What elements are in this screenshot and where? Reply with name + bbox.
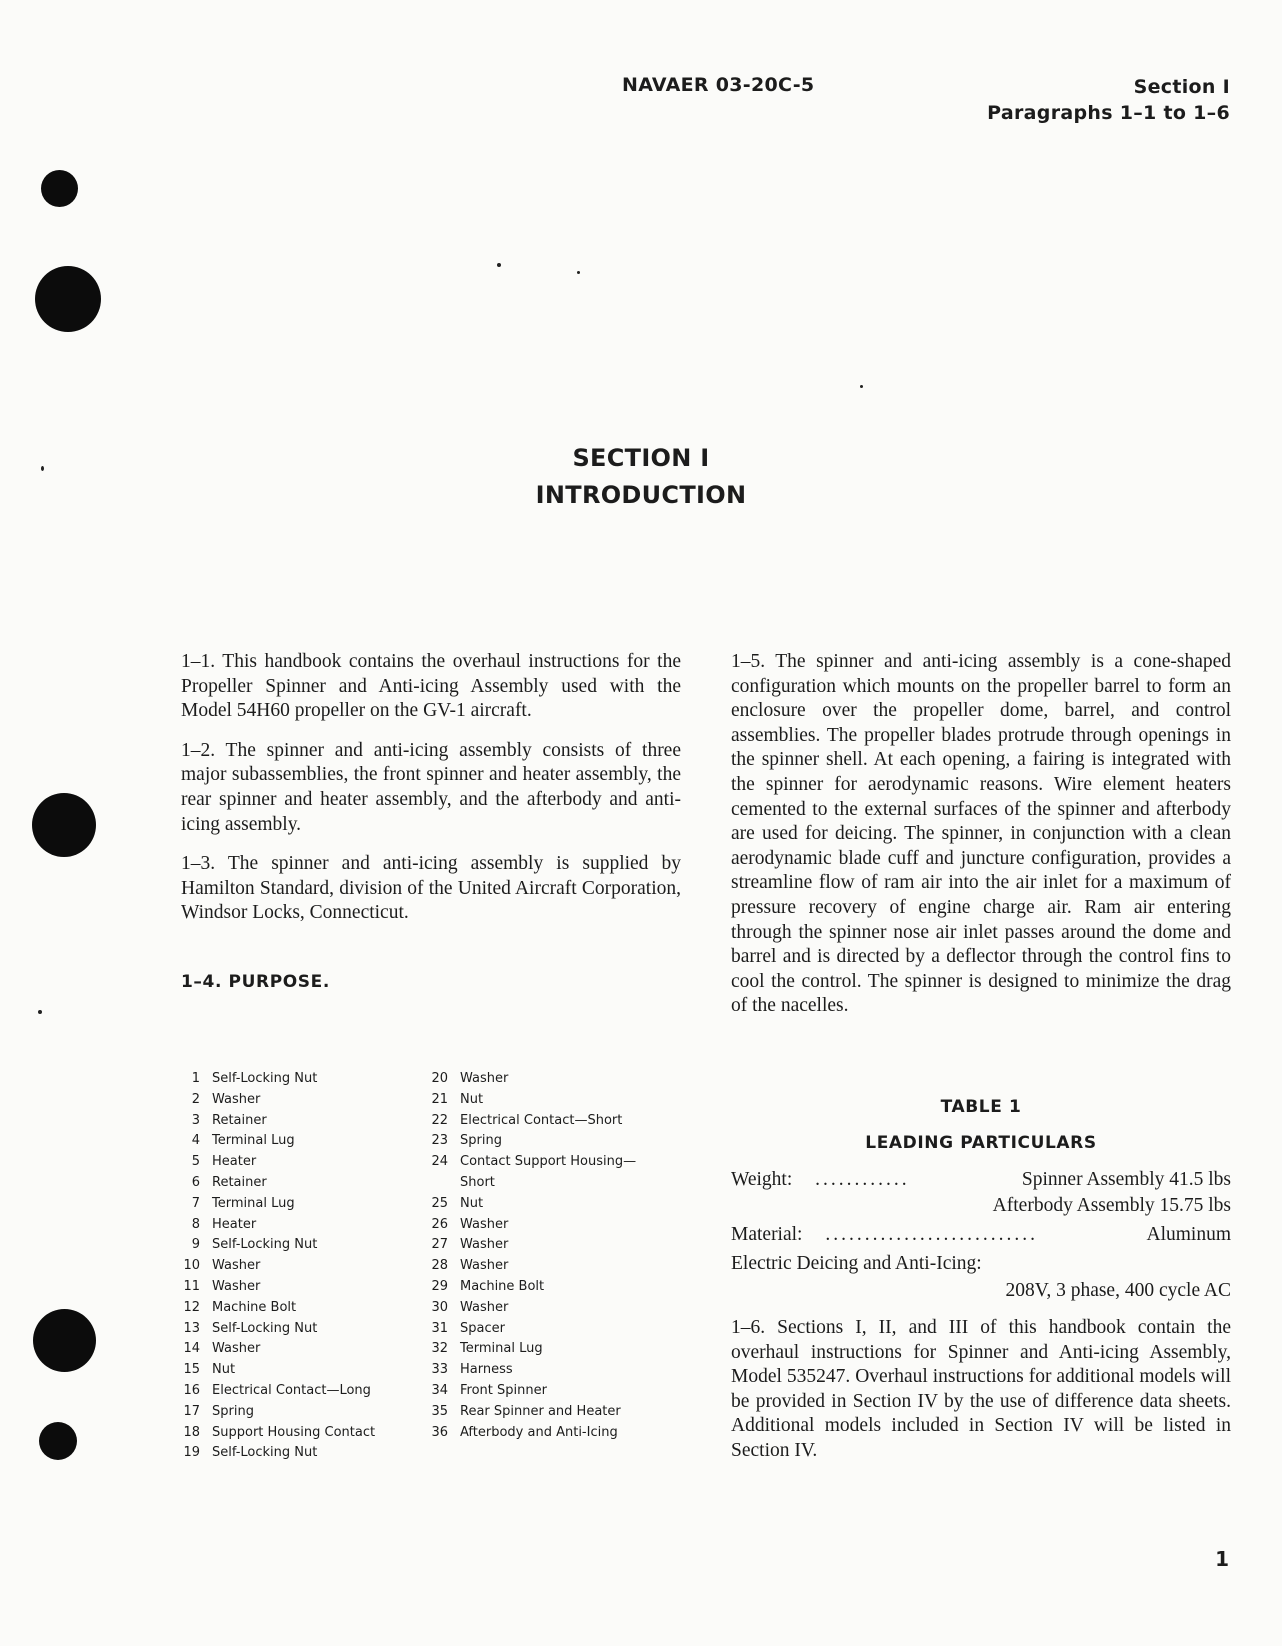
legend-item-number: 26 (431, 1216, 448, 1232)
legend-item (420, 1235, 660, 1256)
legend-item-number: 11 (183, 1278, 200, 1294)
legend-item-number: 33 (431, 1362, 448, 1378)
legend-item-number: 36 (431, 1424, 448, 1440)
section-subheading: INTRODUCTION (535, 481, 747, 509)
legend-item-label: Nut (460, 1195, 484, 1211)
legend-item (172, 1319, 402, 1340)
section-reference (987, 74, 1230, 126)
section-heading: SECTION I (572, 444, 710, 472)
legend-item (172, 1235, 402, 1256)
legend-item-label: Afterbody and Anti-Icing (460, 1424, 618, 1440)
purpose-heading: 1–4. PURPOSE. (181, 972, 330, 992)
legend-item-label: Machine Bolt (460, 1278, 545, 1294)
legend-item-number: 34 (431, 1382, 448, 1398)
legend-item-number (420, 1173, 448, 1194)
legend-item-label: Self-Locking Nut (212, 1237, 318, 1253)
legend-item (172, 1069, 402, 1090)
legend-item (420, 1069, 660, 1090)
legend-item-number: 35 (431, 1403, 448, 1419)
legend-item-label: Harness (460, 1362, 513, 1378)
paragraph-1-3: 1–3. The spinner and anti-icing assembly is supplied by Hamilton Standard, division of the United Aircraft Corporation, Windsor Locks, Connecticut. (181, 853, 681, 924)
legend-item-label: Short (460, 1174, 495, 1190)
weight-spinner-value: Spinner Assembly 41.5 lbs (1021, 1169, 1231, 1190)
legend-item-number: 6 (191, 1174, 200, 1190)
legend-item-number: 27 (431, 1237, 448, 1253)
legend-item-number: 28 (431, 1258, 448, 1274)
legend-item-label: Contact Support Housing— (460, 1154, 637, 1170)
left-column (181, 650, 681, 941)
parts-legend-column-1 (172, 1069, 402, 1464)
legend-item (420, 1090, 660, 1111)
legend-item-label: Washer (460, 1216, 509, 1232)
parts-legend-column-2 (420, 1069, 660, 1443)
legend-item-number: 7 (191, 1195, 200, 1211)
legend-item-label: Nut (460, 1091, 484, 1107)
legend-item (420, 1173, 660, 1194)
legend-item-number: 12 (183, 1299, 200, 1315)
legend-item (172, 1339, 402, 1360)
legend-item (420, 1152, 660, 1173)
legend-item-label: Washer (212, 1341, 261, 1357)
legend-item-number: 15 (183, 1362, 200, 1378)
legend-item-number: 4 (191, 1133, 200, 1149)
legend-item-number: 2 (191, 1091, 200, 1107)
legend-item-label: Electrical Contact—Long (212, 1382, 371, 1398)
legend-item (172, 1152, 402, 1173)
paragraph-range: Paragraphs 1–1 to 1–6 (987, 102, 1230, 124)
legend-item (172, 1090, 402, 1111)
table-subtitle: LEADING PARTICULARS (865, 1133, 1097, 1153)
legend-item-label: Washer (212, 1091, 261, 1107)
legend-item-label: Self-Locking Nut (212, 1320, 318, 1336)
legend-item-number: 1 (191, 1071, 200, 1086)
legend-item-number: 32 (431, 1341, 448, 1357)
legend-item-label: Washer (460, 1258, 509, 1274)
legend-item (172, 1256, 402, 1277)
legend-item-label: Washer (460, 1299, 509, 1315)
weight-afterbody-value: Afterbody Assembly 15.75 lbs (992, 1195, 1231, 1216)
legend-item (172, 1381, 402, 1402)
scan-speck (38, 1010, 42, 1014)
legend-item-label: Rear Spinner and Heater (460, 1403, 621, 1419)
legend-item-label: Retainer (212, 1112, 267, 1128)
legend-item-number: 29 (431, 1278, 448, 1294)
legend-item (420, 1319, 660, 1340)
legend-item (172, 1423, 402, 1444)
legend-item-label: Washer (460, 1237, 509, 1253)
legend-item-number: 23 (431, 1133, 448, 1149)
legend-item (420, 1402, 660, 1423)
legend-item-label: Nut (212, 1362, 236, 1378)
binder-hole (41, 170, 78, 207)
binder-hole (32, 793, 96, 857)
legend-item (420, 1339, 660, 1360)
legend-item-number: 9 (191, 1237, 200, 1253)
legend-item-number: 5 (191, 1154, 200, 1170)
legend-item (172, 1215, 402, 1236)
legend-item (172, 1443, 402, 1464)
legend-item-label: Terminal Lug (460, 1341, 543, 1357)
scan-speck (497, 263, 501, 267)
legend-item (420, 1111, 660, 1132)
legend-item (420, 1194, 660, 1215)
table-title: TABLE 1 (940, 1097, 1022, 1117)
legend-item-label: Support Housing Contact (212, 1424, 376, 1440)
legend-item-label: Washer (460, 1071, 509, 1086)
legend-item (420, 1131, 660, 1152)
legend-item-number: 13 (183, 1320, 200, 1336)
legend-item-label: Self-Locking Nut (212, 1071, 318, 1086)
material-value: Aluminum (1146, 1224, 1231, 1245)
legend-item-number: 20 (431, 1071, 448, 1086)
legend-item (172, 1111, 402, 1132)
legend-item (172, 1194, 402, 1215)
material-label: Material: ........................... (731, 1224, 1038, 1245)
legend-item-label: Machine Bolt (212, 1299, 297, 1315)
paragraph-1-1: 1–1. This handbook contains the overhaul instructions for the Propeller Spinner and Anti-icing Assembly used with the Model 54H60 propeller on the GV-1 aircraft. (181, 651, 681, 722)
legend-item-label: Spring (212, 1403, 254, 1419)
legend-item (420, 1215, 660, 1236)
legend-item-number: 8 (191, 1216, 200, 1232)
legend-item-number: 14 (183, 1341, 200, 1357)
electric-value: 208V, 3 phase, 400 cycle AC (1005, 1280, 1231, 1301)
legend-item (420, 1277, 660, 1298)
legend-item-number: 17 (183, 1403, 200, 1419)
weight-label: Weight: ............ (731, 1169, 910, 1190)
legend-item (172, 1277, 402, 1298)
legend-item (172, 1173, 402, 1194)
scan-speck (860, 385, 863, 388)
legend-item-label: Terminal Lug (212, 1195, 295, 1211)
legend-item-label: Front Spinner (460, 1382, 547, 1398)
legend-item (420, 1360, 660, 1381)
binder-hole (39, 1422, 77, 1460)
legend-item (420, 1298, 660, 1319)
legend-item-number: 22 (431, 1112, 448, 1128)
right-column-lower (731, 1316, 1231, 1479)
legend-item-number: 25 (431, 1195, 448, 1211)
paragraph-1-2: 1–2. The spinner and anti-icing assembly consists of three major subassemblies, the front spinner and heater assembly, the rear spinner and heater assembly, and the afterbody and anti-icing assembly. (181, 739, 681, 835)
right-column (731, 650, 1231, 1034)
legend-item-label: Terminal Lug (212, 1133, 295, 1149)
electric-label: Electric Deicing and Anti-Icing: (731, 1253, 982, 1274)
legend-item-label: Self-Locking Nut (212, 1445, 318, 1461)
document-number: NAVAER 03-20C-5 (622, 74, 815, 96)
page-number: 1 (1215, 1547, 1229, 1571)
legend-item-number: 18 (183, 1424, 200, 1440)
legend-item-label: Heater (212, 1216, 257, 1232)
binder-hole (33, 1309, 96, 1372)
legend-item-label: Spring (460, 1133, 502, 1149)
section-label: Section I (1133, 76, 1230, 98)
legend-item-number: 24 (431, 1154, 448, 1170)
legend-item (420, 1381, 660, 1402)
legend-item-number: 10 (183, 1258, 200, 1274)
legend-item-number: 21 (431, 1091, 448, 1107)
legend-item-label: Washer (212, 1278, 261, 1294)
legend-item (172, 1131, 402, 1152)
legend-item (172, 1360, 402, 1381)
legend-item-label: Spacer (460, 1320, 505, 1336)
legend-item-label: Washer (212, 1258, 261, 1274)
legend-item-label: Retainer (212, 1174, 267, 1190)
legend-item-label: Electrical Contact—Short (460, 1112, 623, 1128)
binder-hole (35, 266, 101, 332)
legend-item-number: 19 (183, 1445, 200, 1461)
legend-item (172, 1298, 402, 1319)
legend-item-label: Heater (212, 1154, 257, 1170)
legend-item-number: 31 (431, 1320, 448, 1336)
legend-item (172, 1402, 402, 1423)
paragraph-1-5: 1–5. The spinner and anti-icing assembly is a cone-shaped configuration which mounts on the propeller barrel to form an enclosure over the propeller dome, barrel, and control assemblies. The propeller blades protrude through openings in the spinner shell. At each opening, a fairing is integrated with the spinner for aerodynamic reasons. Wire element heaters cemented to the external surfaces of the spinner and afterbody are used for deicing. The spinner, in conjunction with a clean aerodynamic blade cuff and juncture configuration, provides a streamline flow of ram air into the air inlet for a maximum of pressure recovery of engine charge air. Ram air entering through the spinner nose air inlet passes around the dome and barrel and is directed by a deflector through the control fins to cool the control. The spinner is designed to minimize the drag of the nacelles. (731, 651, 1231, 1017)
scan-speck (577, 271, 580, 274)
legend-item (420, 1256, 660, 1277)
legend-item (420, 1423, 660, 1444)
legend-item-number: 3 (191, 1112, 200, 1128)
legend-item-number: 16 (183, 1382, 200, 1398)
legend-item-number: 30 (431, 1299, 448, 1315)
paragraph-1-6: 1–6. Sections I, II, and III of this handbook contain the overhaul instructions for Spinner and Anti-icing Assembly, Model 535247. Overhaul instructions for additional models will be provided in Section IV by the use of difference data sheets. Additional models included in Section IV will be listed in Section IV. (731, 1317, 1231, 1461)
